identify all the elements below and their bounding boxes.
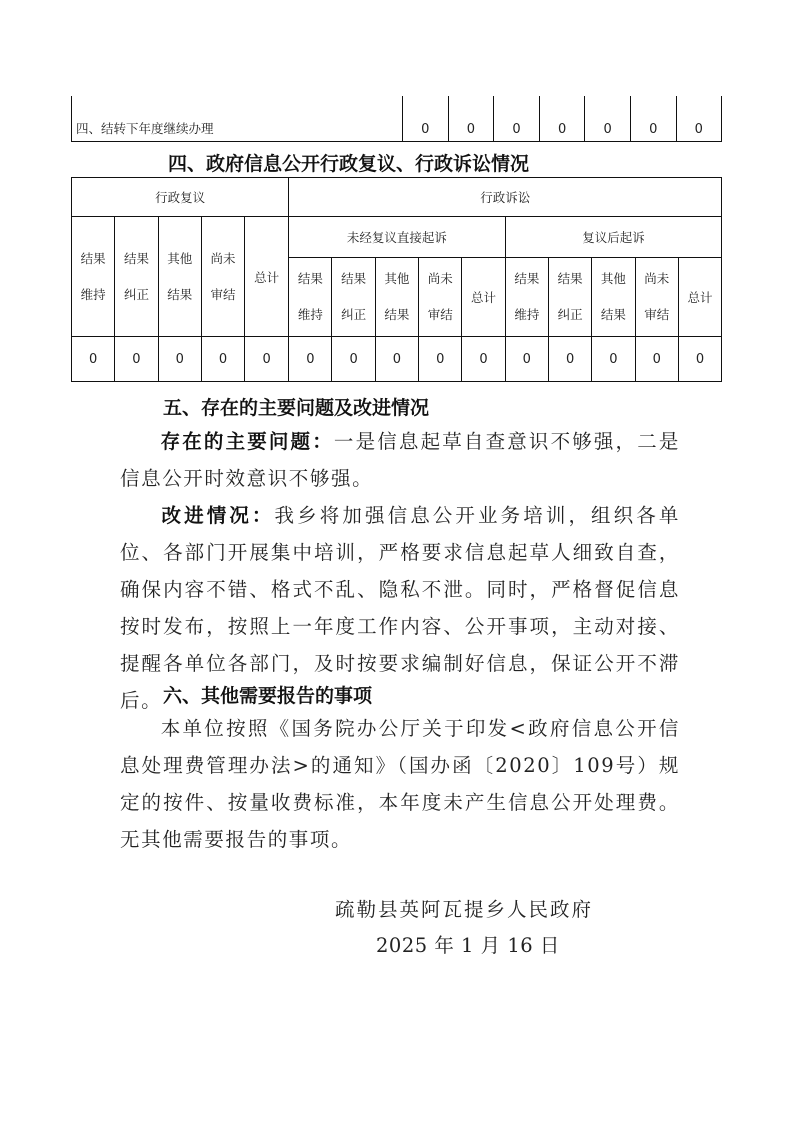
col-header: 结果 纠正 — [332, 258, 375, 337]
improvement-label: 改进情况： — [160, 504, 275, 527]
value-cell: 0 — [548, 337, 591, 382]
col-header: 其他 结果 — [592, 258, 635, 337]
col-header: 结果 维持 — [72, 217, 115, 337]
header-direct-litigation: 未经复议直接起诉 — [289, 217, 505, 258]
col-header: 结果 维持 — [505, 258, 548, 337]
col-header: 结果 维持 — [289, 258, 332, 337]
table-row — [72, 337, 722, 382]
value-cell: 0 — [72, 337, 115, 382]
value-cell: 0 — [375, 337, 418, 382]
col-header: 结果 纠正 — [548, 258, 591, 337]
table-row — [72, 96, 722, 142]
problems-paragraph — [120, 423, 680, 497]
col-header-total: 总计 — [678, 258, 721, 337]
value-cell: 0 — [678, 337, 721, 382]
section-4-title: 四、政府信息公开行政复议、行政诉讼情况 — [168, 153, 530, 175]
col-header: 其他 结果 — [375, 258, 418, 337]
value-cell: 0 — [462, 337, 505, 382]
header-admin-review: 行政复议 — [72, 178, 289, 217]
value-cell: 0 — [115, 337, 158, 382]
carryover-label: 四、结转下年度继续办理 — [72, 96, 403, 142]
col-header: 其他 结果 — [158, 217, 201, 337]
value-cell: 0 — [201, 337, 244, 382]
table-header-row — [72, 217, 722, 258]
value-cell: 0 — [332, 337, 375, 382]
value-cell: 0 — [289, 337, 332, 382]
value-cell: 0 — [158, 337, 201, 382]
other-matters-paragraph — [120, 710, 680, 858]
value-cell: 0 — [419, 337, 462, 382]
carryover-value: 0 — [403, 96, 449, 142]
carryover-value: 0 — [676, 96, 721, 142]
problems-label: 存在的主要问题： — [160, 430, 334, 453]
review-litigation-table — [71, 177, 722, 382]
section-6-title: 六、其他需要报告的事项 — [163, 685, 373, 707]
header-admin-litigation: 行政诉讼 — [289, 178, 722, 217]
signature-org: 疏勒县英阿瓦提乡人民政府 — [335, 898, 594, 921]
carryover-value: 0 — [630, 96, 676, 142]
carryover-value: 0 — [448, 96, 494, 142]
col-header-total: 总计 — [462, 258, 505, 337]
carryover-table — [71, 96, 722, 142]
value-cell: 0 — [592, 337, 635, 382]
problems-text: 一是信息起草自查意识不够强，二是信息公开时效意识不够强。 — [120, 430, 680, 490]
col-header: 尚未 审结 — [635, 258, 678, 337]
carryover-value: 0 — [585, 96, 631, 142]
value-cell: 0 — [505, 337, 548, 382]
carryover-value: 0 — [539, 96, 585, 142]
value-cell: 0 — [245, 337, 289, 382]
col-header: 尚未 审结 — [419, 258, 462, 337]
section-5-title: 五、存在的主要问题及改进情况 — [163, 397, 430, 419]
other-matters-text: 本单位按照《国务院办公厅关于印发<政府信息公开信息处理费管理办法>的通知》（国办函〔2020〕109号）规定的按件、按量收费标准，本年度未产生信息公开处理费。无其他需要报告的事项。 — [120, 717, 680, 851]
header-after-review-litigation: 复议后起诉 — [505, 217, 722, 258]
improvement-text: 我乡将加强信息公开业务培训，组织各单位、各部门开展集中培训，严格要求信息起草人细致自查，确保内容不错、格式不乱、隐私不泄。同时，严格督促信息按时发布，按照上一年度工作内容、公开事项，主动对接、提醒各单位各部门，及时按要求编制好信息，保证公开不滞后。 — [120, 504, 680, 712]
col-header: 结果 纠正 — [115, 217, 158, 337]
signature-date: 2025 年 1 月 16 日 — [376, 934, 560, 957]
col-header-total: 总计 — [245, 217, 289, 337]
carryover-value: 0 — [494, 96, 540, 142]
value-cell: 0 — [635, 337, 678, 382]
table-header-row — [72, 178, 722, 217]
col-header: 尚未 审结 — [201, 217, 244, 337]
